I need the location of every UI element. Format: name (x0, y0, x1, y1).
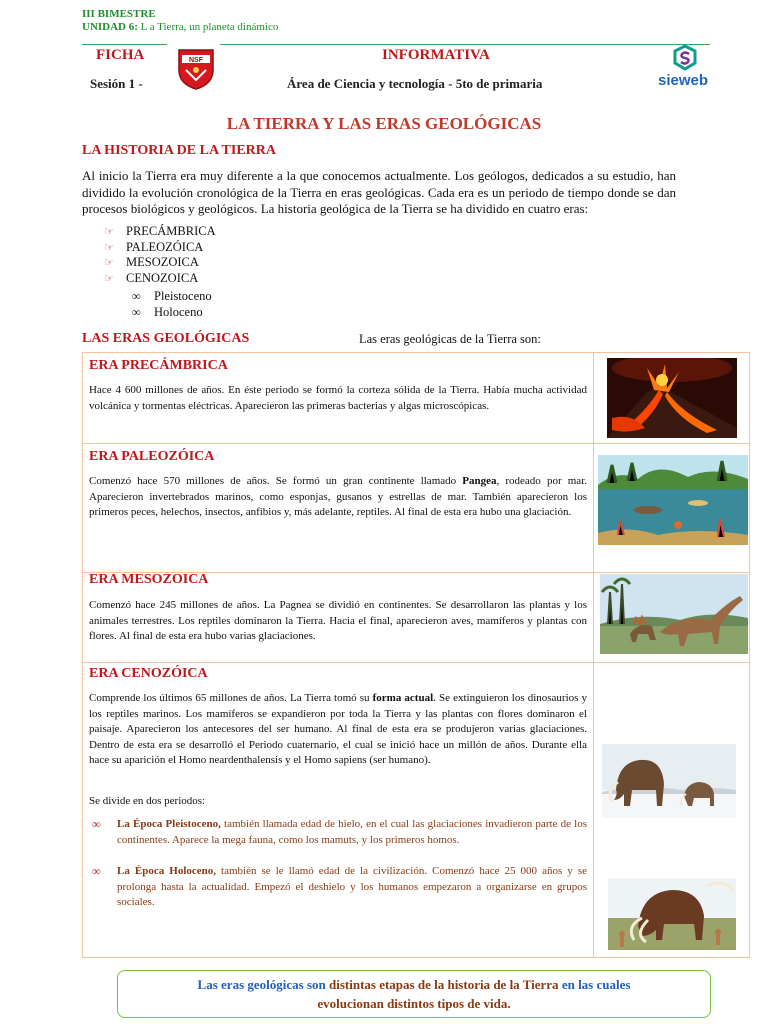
ficha-label: FICHA (96, 47, 145, 63)
history-paragraph: Al inicio la Tierra era muy diferente a la que conocemos actualmente. Los geólogos, dedicados a su estudio, han dividido la evolución cronológica de la Tierra en eras geológicas. Cada era es un periodo de tiempo donde se dan procesos biológicos y geológicos. La historia geológica de la Tierra se ha dividido en cuatro eras: (82, 168, 676, 216)
sieweb-brand-name: sieweb (658, 72, 709, 89)
era-mesozoica-title: ERA MESOZOICA (89, 572, 209, 587)
pointing-hand-icon: ☞ (104, 257, 114, 269)
eras-list (104, 224, 216, 286)
eras-section-heading: LAS ERAS GEOLÓGICAS (82, 331, 250, 346)
infinity-bullet-icon: ∞ (132, 305, 141, 319)
desc-part: , rodeado por mar. Aparecieron invertebrados marinos, como esponjas, gusanos y estrellas de mar. También aparecieron los primeros peces, helechos, insectos, anfibios y, más adelante, reptiles. Al final de esta era hubo una glaciación. (89, 475, 587, 518)
era-paleozoica-title: ERA PALEOZÓICA (89, 449, 215, 464)
header-rule-left (82, 44, 167, 45)
eras-section-intro: Las eras geológicas de la Tierra son: (359, 332, 541, 346)
crest-text: NSF (189, 57, 203, 64)
cenozoica-divide-text: Se divide en dos periodos: (89, 795, 206, 807)
desc-part: . Se extinguieron los dinosaurios y los reptiles marinos. Los mamíferos se expandieron por toda la Tierra y las plantas con flores dominaron el paisaje. Aparecieron los antecesores del ser humano. Al final de esta era se produjeron varias glaciaciones. Dentro de esta era se desarrolló el Periodo cuaternario, el cual se inició hace un millón de años. Durante ella hace su aparición el Homo neardenthalensis y el Homo sapiens (ser humano). (89, 692, 588, 766)
header-rule-right (220, 44, 710, 45)
unit-label (82, 21, 278, 33)
summary-part: Las eras geológicas son (197, 977, 326, 992)
list-item (132, 288, 212, 304)
list-item (104, 224, 216, 240)
page-title: LA TIERRA Y LAS ERAS GEOLÓGICAS (226, 114, 542, 133)
session-label: Sesión 1 - (90, 76, 143, 91)
era-cenozoica-description (89, 691, 587, 769)
summary-box (117, 970, 711, 1018)
era-mesozoica-description: Comenzó hace 245 millones de años. La Pagnea se dividió en continentes. Se desarrollaron las plantas y los animales terrestres. Los reptiles dominaron la Tierra. Hacia el final, aparecieron aves, mamíferos y plantas con flores. Al final de esta era hubo varias glaciaciones. (89, 599, 587, 642)
pointing-hand-icon: ☞ (104, 241, 114, 254)
desc-part: también llamada edad de hielo, en el cual las glaciaciones invadieron parte de los continentes. Aparece la mega fauna, como los mamuts, y los primeros homos. (117, 818, 588, 846)
dinosaurs-image (600, 574, 748, 654)
era-list-label: MESOZOICA (126, 255, 199, 269)
infinity-bullet-icon: ∞ (132, 289, 141, 303)
area-label: Área de Ciencia y tecnología - 5to de primaria (287, 76, 543, 91)
list-item (104, 271, 216, 287)
era-cenozoica-title: ERA CENOZÓICA (89, 666, 208, 681)
history-heading: LA HISTORIA DE LA TIERRA (82, 143, 276, 158)
era-list-label: CENOZOICA (126, 270, 199, 285)
holoceno-description (117, 864, 587, 911)
infinity-bullet-icon: ∞ (92, 864, 101, 878)
era-paleozoica-description (89, 474, 587, 521)
subperiod-label: Pleistoceno (154, 289, 212, 303)
summary-line-2: evolucionan distintos tipos de vida. (317, 996, 511, 1011)
desc-part: Comenzó hace 570 millones de años. Se formó un gran continente llamado (89, 475, 463, 487)
pointing-hand-icon: ☞ (104, 272, 114, 285)
list-item (132, 304, 212, 320)
summary-part: distintas etapas de la historia de la Tierra (325, 977, 559, 992)
pleistoceno-bold: La Época Pleistoceno, (117, 818, 221, 830)
era-list-label: PRECÁMBRICA (126, 224, 216, 238)
pangea-bold: Pangea (462, 475, 497, 487)
infinity-bullet-icon: ∞ (92, 817, 101, 831)
era-list-label: PALEOZÓICA (126, 239, 204, 254)
subperiod-label: Holoceno (154, 305, 203, 319)
school-crest-logo (176, 48, 216, 90)
desc-part: Comprende los últimos 65 millones de años. La Tierra tomó su (89, 692, 373, 704)
subperiods-list (132, 288, 212, 320)
volcano-image (607, 358, 737, 438)
mammoths-image (602, 744, 736, 818)
pleistoceno-description (117, 817, 587, 848)
forma-actual-bold: forma actual (372, 692, 434, 704)
list-item (104, 255, 216, 271)
unit-title: L a Tierra, un planeta dinámico (140, 21, 279, 33)
bimestre-label: III BIMESTRE (82, 8, 156, 20)
list-item (104, 240, 216, 256)
pleistoceno-item (92, 817, 587, 848)
holoceno-bold: La Época Holoceno, (117, 865, 217, 877)
holoceno-item (92, 864, 587, 911)
summary-line-1 (118, 975, 710, 994)
paleozoic-sea-life-image (598, 455, 748, 545)
summary-part: en las cuales (558, 977, 631, 992)
informativa-label: INFORMATIVA (382, 47, 490, 63)
unit-number: UNIDAD 6: (82, 21, 138, 33)
pointing-hand-icon: ☞ (104, 226, 114, 238)
era-precambrica-title: ERA PRECÁMBRICA (89, 358, 228, 373)
mammoth-hunt-image (608, 878, 736, 950)
desc-part: también se le llamó edad de la civilización. Comenzó hace 25 000 años y se prolonga hasta la actualidad. Empezó el deshielo y los humanos empezaron a organizarse en grupos sociales. (117, 865, 587, 908)
era-precambrica-description: Hace 4 600 millones de años. En éste periodo se formó la corteza sólida de la Tierra. Había mucha actividad volcánica y tormentas eléctricas. Aparecieron las primeras bacterias y algas microscópicas. (89, 384, 587, 412)
sieweb-logo-icon (671, 44, 699, 74)
